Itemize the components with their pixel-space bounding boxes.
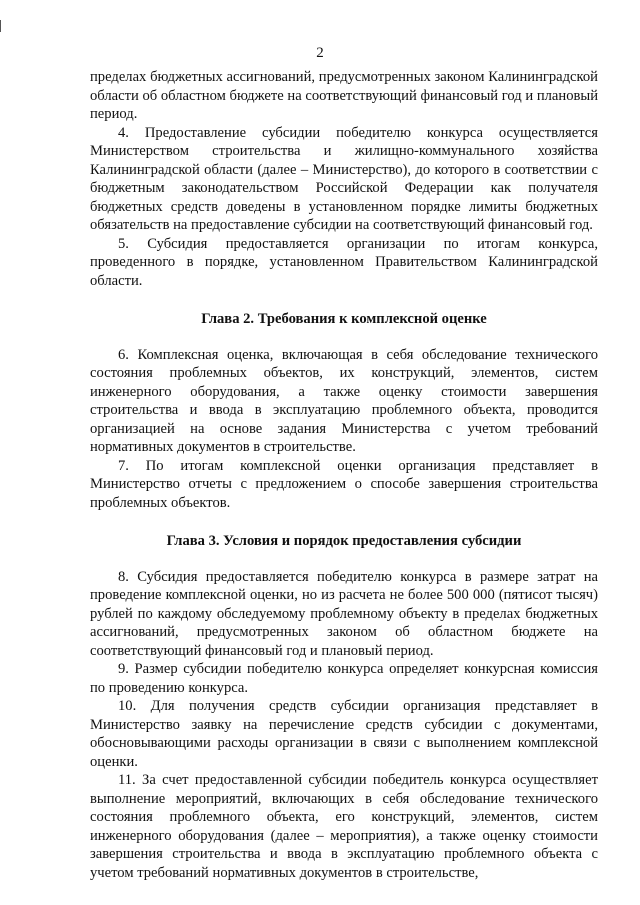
- paragraph-8: 8. Субсидия предоставляется победителю конкурса в размере затрат на проведение комплексной оценки, но из расчета не более 500 000 (пятисот тысяч) рублей по каждому обследуемому проблемному объекту в пределах бюджетных ассигнований, предусмотренных законом об областном бюджете на соответствующий финансовый год и плановый период.: [90, 568, 598, 659]
- paragraph-6: 6. Комплексная оценка, включающая в себя обследование технического состояния проблемных объектов, их конструкций, элементов, систем инженерного оборудования, а также оценку стоимости завершения строительства и ввода в эксплуатацию проблемного объекта, проводится организацией на основе задания Министерства с учетом требований нормативных документов в строительстве.: [90, 346, 598, 455]
- paragraph-11: 11. За счет предоставленной субсидии победитель конкурса осуществляет выполнение мероприятий, включающих в себя обследование технического состояния проблемного объекта, его конструкций, элементов, систем инженерного оборудования (далее – мероприятия), а также оценку стоимости завершения строительства и ввода в эксплуатацию проблемного объекта с учетом требований нормативных документов в строительстве,: [90, 772, 598, 881]
- chapter-2-heading: Глава 2. Требования к комплексной оценке: [201, 311, 487, 327]
- paragraph-continuation: пределах бюджетных ассигнований, предусмотренных законом Калининградской области об областном бюджете на соответствующий финансовый год и плановый период.: [90, 69, 598, 122]
- paragraph-7: 7. По итогам комплексной оценки организация представляет в Министерство отчеты с предложением о способе завершения строительства проблемных объектов.: [90, 457, 598, 511]
- document-body: [90, 68, 598, 882]
- paragraph-9: 9. Размер субсидии победителю конкурса определяет конкурсная комиссия по проведению конкурса.: [90, 661, 598, 696]
- page-number: 2: [316, 45, 324, 61]
- paragraph-4: 4. Предоставление субсидии победителю конкурса осуществляется Министерством строительства и жилищно-коммунального хозяйства Калининградской области (далее – Министерство), до которого в соответствии с бюджетным законодательством Российской Федерации как получателя бюджетных средств доведены в установленном порядке лимиты бюджетных обязательств на предоставление субсидии на соответствующий финансовый год.: [90, 124, 598, 233]
- chapter-3-heading: Глава 3. Условия и порядок предоставления субсидии: [166, 533, 522, 549]
- scan-margin-mark: [0, 20, 1, 32]
- paragraph-5: 5. Субсидия предоставляется организации по итогам конкурса, проведенного в порядке, установленном Правительством Калининградской области.: [90, 235, 598, 289]
- paragraph-10: 10. Для получения средств субсидии организация представляет в Министерство заявку на перечисление средств субсидии с документами, обосновывающими расходы организации в связи с выполнением комплексной оценки.: [90, 698, 598, 770]
